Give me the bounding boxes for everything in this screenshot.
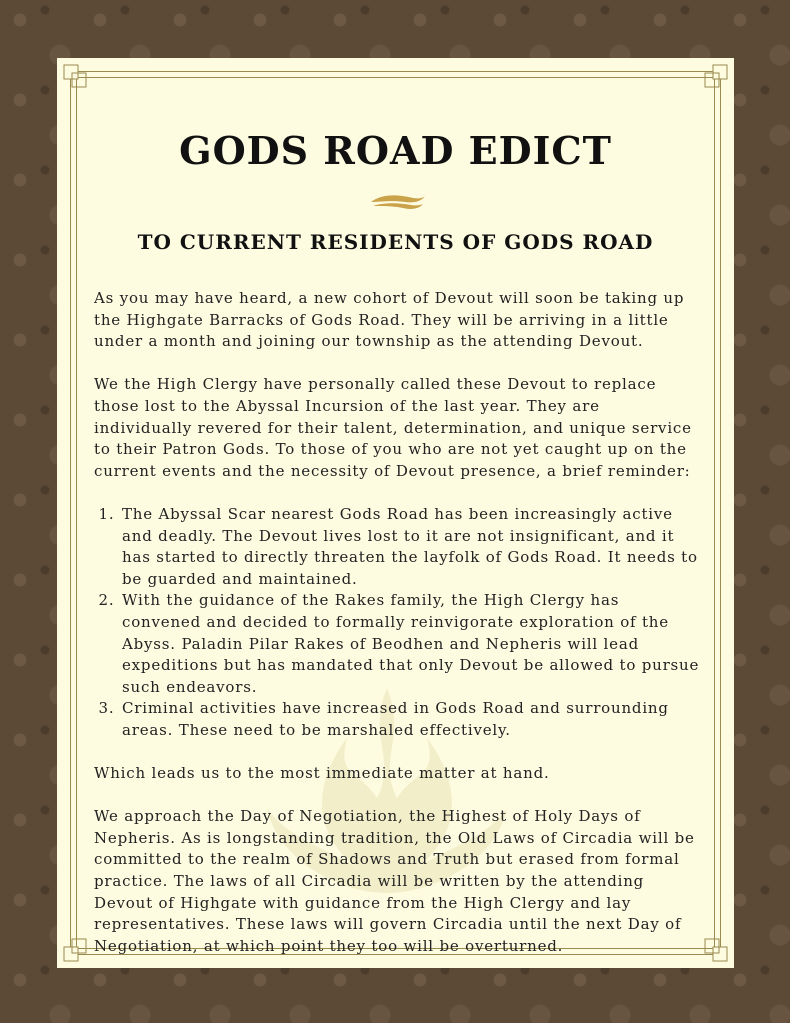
paragraph: We approach the Day of Negotiation, the Highest of Holy Days of Nepheris. As is longstanding tradition, the Old Laws of Circadia will be committed to the realm of Shadows and Truth but erased from formal practice. The laws of all Circadia will be written by the attending Devout of Highgate with guidance from the High Clergy and lay representatives. These laws will govern Circadia until the next Day of Negotiation, at which point they too will be overturned. [94,807,695,955]
corner-ornament-icon [63,64,95,96]
corner-ornament-icon [696,64,728,96]
list-item: 2. With the guidance of the Rakes family, the High Clergy has convened and decided to formally reinvigorate exploration of the Abyss. Paladin Pilar Rakes of Beodhen and Nepheris will lead expeditions but has mandated that only Devout be allowed to pursue such endeavors. [120,590,701,698]
list-item: 3. Criminal activities have increased in Gods Road and surrounding areas. These need to be marshaled effectively. [120,698,701,741]
page-title: GODS ROAD EDICT [179,128,612,173]
paragraph: We the High Clergy have personally called these Devout to replace those lost to the Abyssal Incursion of the last year. They are individually revered for their talent, determination, and unique service to their Patron Gods. To those of you who are not yet caught up on the current events and the necessity of Devout presence, a brief reminder: [94,375,692,480]
edict-body [94,288,701,979]
edict-document [57,58,734,968]
subtitle-heading: TO CURRENT RESIDENTS OF GODS ROAD [137,230,654,254]
paragraph: Which leads us to the most immediate matter at hand. [94,764,550,783]
flourish-ornament-icon [367,190,427,212]
paragraph: As you may have heard, a new cohort of Devout will soon be taking up the Highgate Barracks of Gods Road. They will be arriving in a little under a month and joining our township as the attending Devout. [94,289,685,351]
list-item: 1. The Abyssal Scar nearest Gods Road has been increasingly active and deadly. The Devout lives lost to it are not insignificant, and it has started to directly threaten the layfolk of Gods Road. It needs to be guarded and maintained. [120,504,701,590]
reminder-list [94,504,701,742]
corner-ornament-icon [63,930,95,962]
